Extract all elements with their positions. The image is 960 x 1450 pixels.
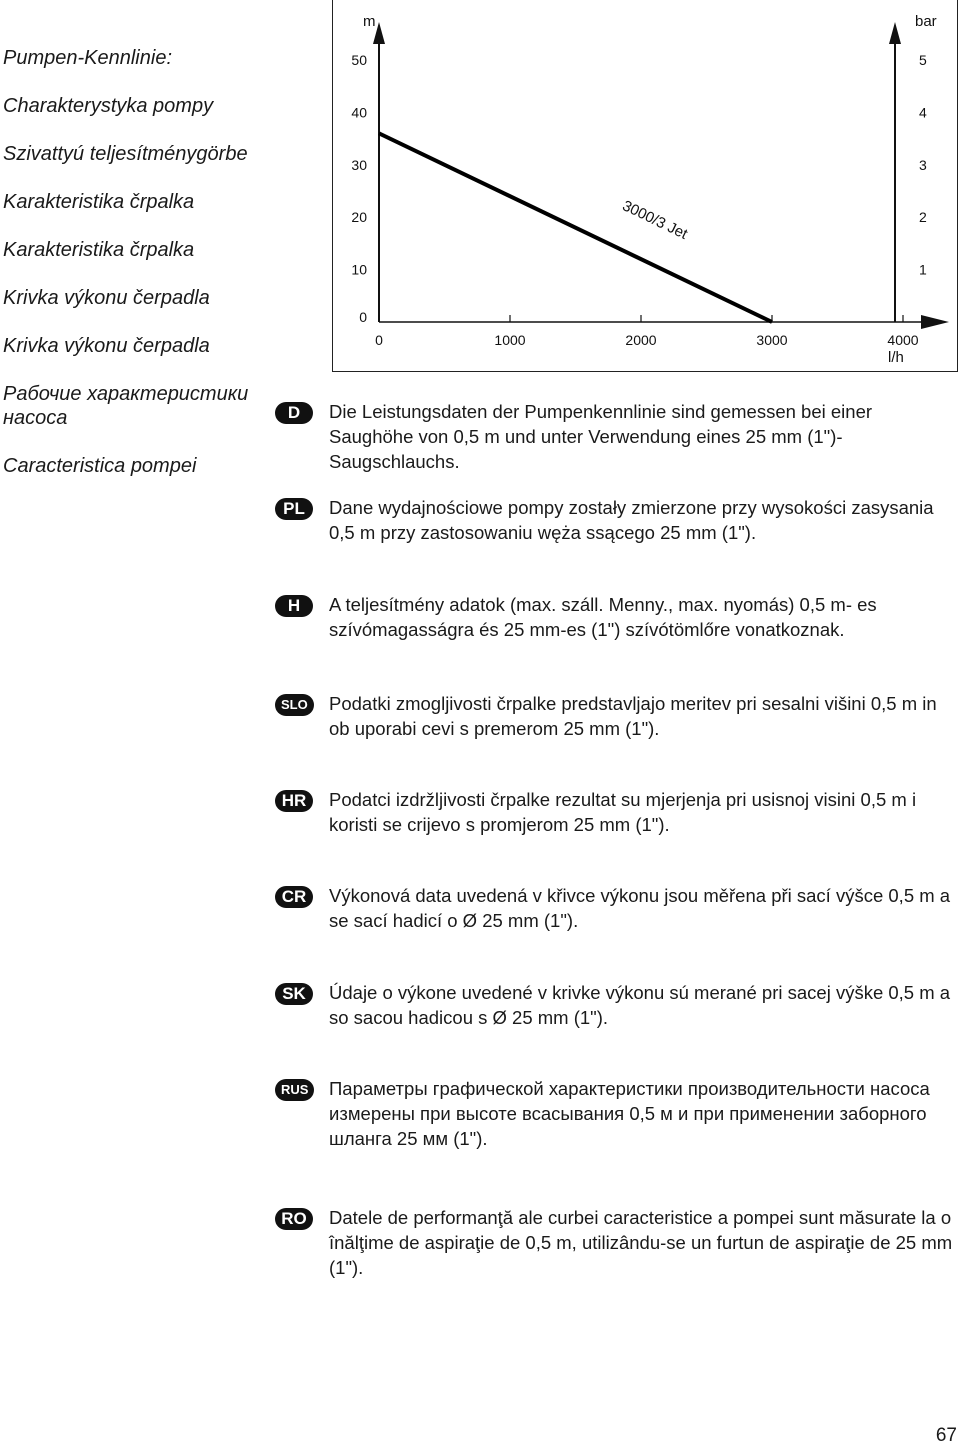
lang-text: Die Leistungsdaten der Pumpenkennlinie sind gemessen bei einer Saughöhe von 0,5 m und unter Verwendung eines 25 mm (1")-Saugschlauchs. xyxy=(329,401,873,472)
lang-badge: D xyxy=(275,402,313,424)
title-sk: Krivka výkonu čerpadla xyxy=(3,335,210,357)
x-unit: l/h xyxy=(888,349,904,366)
right-axis-arrow xyxy=(889,22,901,44)
y-left-tick-label: 30 xyxy=(351,156,367,173)
x-axis-arrow xyxy=(921,315,949,329)
y-right-tick-label: 5 xyxy=(919,52,927,68)
title-hr: Karakteristika črpalka xyxy=(3,239,195,261)
lang-badge: PL xyxy=(275,498,313,520)
y-left-tick-label: 20 xyxy=(351,209,367,226)
y-right-tick-label: 4 xyxy=(919,104,927,121)
lang-text: Podatci izdržljivosti črpalke rezultat su mjerjenja pri usisnoj visini 0,5 m i koristi se crijevo s promjerom 25 mm (1"). xyxy=(329,789,917,835)
y-left-tick-label: 10 xyxy=(351,261,367,278)
lang-badge: CR xyxy=(275,886,313,908)
pump-curve-chart xyxy=(332,0,958,372)
lang-text: Podatki zmogljivosti črpalke predstavljajo meritev pri sesalni višini 0,5 m in ob uporabi cevi s premerom 25 mm (1"). xyxy=(329,693,937,739)
y-right-tick-label: 3 xyxy=(919,156,927,173)
title-de: Pumpen-Kennlinie: xyxy=(3,47,172,69)
title-pl: Charakterystyka pompy xyxy=(3,95,214,117)
lang-text: A teljesítmény adatok (max. száll. Menny., max. nyomás) 0,5 m- es szívómagasságra és 25 mm-es (1") szívótömlőre vonatkoznak. xyxy=(329,594,877,640)
y-left-tick-label: 40 xyxy=(351,104,367,121)
title-cz: Krivka výkonu čerpadla xyxy=(3,287,210,309)
y-left-unit: m xyxy=(363,13,376,30)
lang-badge: RO xyxy=(275,1208,313,1230)
title-hu: Szivattyú teljesítménygörbe xyxy=(3,143,248,165)
y-right-tick-label: 1 xyxy=(919,261,927,278)
series-line xyxy=(379,133,772,322)
lang-text: Údaje o výkone uvedené v krivke výkonu sú merané pri sacej výške 0,5 m a so sacou hadicou s Ø 25 mm (1"). xyxy=(329,982,951,1028)
page-number: 67 xyxy=(935,1425,957,1446)
y-left-tick-label: 50 xyxy=(351,52,367,68)
lang-badge: SK xyxy=(275,983,313,1005)
y-right-unit: bar xyxy=(915,13,937,30)
lang-text: Параметры графической характеристики производительности насоса измерены при высоте всасывания 0,5 м и при применении заборного шланга 25 мм (1"). xyxy=(329,1078,930,1149)
lang-badge: RUS xyxy=(275,1079,314,1101)
y-left-tick-label: 0 xyxy=(359,309,367,325)
lang-text: Datele de performanţă ale curbei caracteristice a pompei sunt măsurate la o înălţime de aspiraţie de 0,5 m, utilizându-se un furtun de aspiraţie de 25 mm (1"). xyxy=(329,1207,953,1278)
lang-text: Výkonová data uvedená v křivce výkonu jsou měřena při sací výšce 0,5 m a se sací hadicí o Ø 25 mm (1"). xyxy=(329,885,951,931)
lang-badge: H xyxy=(275,595,313,617)
lang-text: Dane wydajnościowe pompy zostały zmierzone przy wysokości zasysania 0,5 m przy zastosowaniu węża ssącego 25 mm (1"). xyxy=(329,497,934,543)
chart-svg xyxy=(333,0,959,372)
series-label: 3000/3 Jet xyxy=(619,197,691,243)
x-tick-label: 4000 xyxy=(887,332,919,348)
lang-badge: HR xyxy=(275,790,313,812)
x-tick-label: 2000 xyxy=(625,332,657,348)
x-tick-label: 1000 xyxy=(494,332,526,348)
title-ro: Caracteristica pompei xyxy=(3,455,197,477)
title-rus: Рабочие характеристики насоса xyxy=(3,383,249,429)
lang-badge: SLO xyxy=(275,694,314,716)
title-slo: Karakteristika črpalka xyxy=(3,191,195,213)
y-right-tick-label: 2 xyxy=(919,209,927,226)
x-tick-label: 3000 xyxy=(756,332,788,348)
x-tick-label: 0 xyxy=(375,332,383,348)
